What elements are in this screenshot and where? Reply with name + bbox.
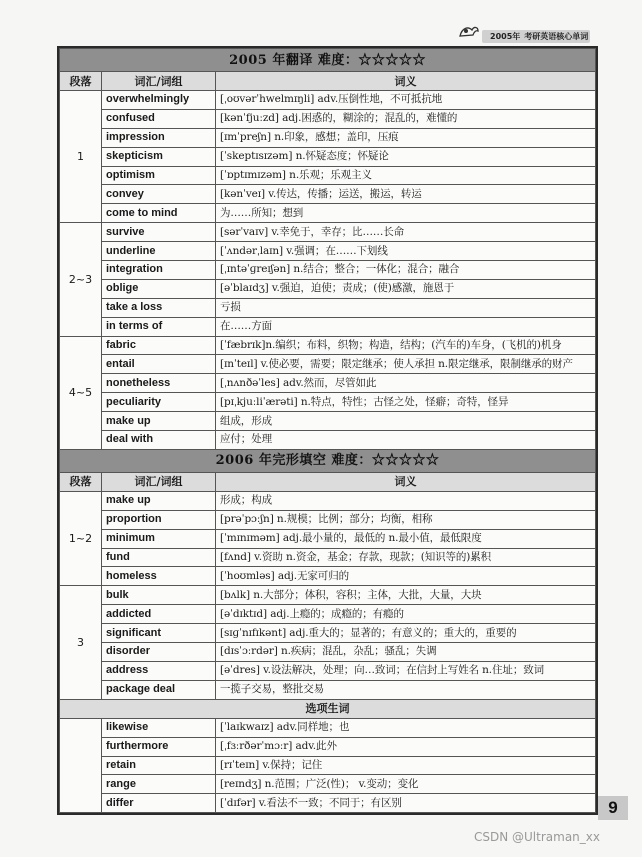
header-tab	[482, 30, 590, 43]
table-row	[60, 355, 596, 374]
paragraph-cell: 4~5	[60, 336, 102, 449]
word-cell: survive	[102, 223, 216, 242]
word-cell: range	[102, 775, 216, 794]
table-row	[60, 261, 596, 280]
table-row	[60, 185, 596, 204]
definition-cell: [ˌfɜːrðərˈmɔːr] adv.此外	[216, 737, 596, 756]
table-row	[60, 737, 596, 756]
definition-cell: [ˌɪntəˈɡreɪʃən] n.结合；整合；一体化；混合；融合	[216, 261, 596, 280]
table-row	[60, 166, 596, 185]
table-row	[60, 567, 596, 586]
section-title-2005	[60, 49, 596, 72]
definition-cell: 为……所知；想到	[216, 204, 596, 223]
paragraph-cell: 1~2	[60, 491, 102, 585]
definition-cell: [kənˈfjuːzd] adj.困惑的，糊涂的；混乱的，难懂的	[216, 109, 596, 128]
vocabulary-table	[59, 48, 596, 813]
table-row	[60, 317, 596, 336]
definition-cell: [ˈlaɪkwaɪz] adv.同样地；也	[216, 718, 596, 737]
word-cell: likewise	[102, 718, 216, 737]
table-row	[60, 548, 596, 567]
subheading-row	[60, 699, 596, 718]
table-row	[60, 412, 596, 431]
definition-cell: [kənˈveɪ] v.传达，传播；运送，搬运，转运	[216, 185, 596, 204]
watermark: CSDN @Ultraman_xx	[474, 830, 600, 844]
definition-cell: [reɪndʒ] n.范围；广泛(性)； v.变动；变化	[216, 775, 596, 794]
definition-cell: [əˈblaɪdʒ] v.强迫，迫使；责成；(使)感激，施恩于	[216, 279, 596, 298]
definition-cell: 组成，形成	[216, 412, 596, 431]
table-row	[60, 128, 596, 147]
definition-cell: [dɪsˈɔːrdər] n.疾病；混乱，杂乱；骚乱；失调	[216, 643, 596, 662]
definition-cell: [ˈfæbrɪk]n.编织；布料，织物；构造，结构；(汽车的)车身，(飞机的)机身	[216, 336, 596, 355]
table-row	[60, 510, 596, 529]
table-row	[60, 147, 596, 166]
table-row	[60, 491, 596, 510]
table-row	[60, 298, 596, 317]
table-row	[60, 718, 596, 737]
column-header-row	[60, 472, 596, 491]
word-cell: differ	[102, 794, 216, 813]
definition-cell: [ˈmɪnɪməm] adj.最小量的，最低的 n.最小值，最低限度	[216, 529, 596, 548]
table-row	[60, 643, 596, 662]
column-header-word: 词汇/词组	[102, 472, 216, 491]
word-cell: disorder	[102, 643, 216, 662]
page-number: 9	[598, 796, 628, 820]
word-cell: peculiarity	[102, 393, 216, 412]
word-cell: address	[102, 661, 216, 680]
definition-cell: 在……方面	[216, 317, 596, 336]
table-row	[60, 661, 596, 680]
column-header-meaning: 词义	[216, 472, 596, 491]
word-cell: nonetheless	[102, 374, 216, 393]
word-cell: homeless	[102, 567, 216, 586]
paragraph-cell-empty	[60, 718, 102, 812]
subheading-text: 选项生词	[60, 699, 596, 718]
definition-cell: [rɪˈteɪn] v.保持；记住	[216, 756, 596, 775]
word-cell: oblige	[102, 279, 216, 298]
word-cell: impression	[102, 128, 216, 147]
table-row	[60, 756, 596, 775]
word-cell: fund	[102, 548, 216, 567]
word-cell: retain	[102, 756, 216, 775]
column-header-row	[60, 72, 596, 91]
table-row	[60, 529, 596, 548]
word-cell: come to mind	[102, 204, 216, 223]
table-row	[60, 336, 596, 355]
word-cell: deal with	[102, 431, 216, 450]
book-logo-icon	[458, 22, 480, 40]
table-row	[60, 393, 596, 412]
word-cell: addicted	[102, 605, 216, 624]
definition-cell: [prəˈpɔːʃn] n.规模；比例；部分；均衡，相称	[216, 510, 596, 529]
table-row	[60, 91, 596, 110]
definition-cell: [ˌoʊvərˈhwelmɪŋli] adv.压倒性地，不可抵抗地	[216, 91, 596, 110]
word-cell: minimum	[102, 529, 216, 548]
word-cell: proportion	[102, 510, 216, 529]
definition-cell: 应付；处理	[216, 431, 596, 450]
table-row	[60, 794, 596, 813]
word-cell: integration	[102, 261, 216, 280]
table-row	[60, 605, 596, 624]
definition-cell: [ɪmˈpreʃn] n.印象，感想；盖印，压痕	[216, 128, 596, 147]
definition-cell: [sərˈvaɪv] v.幸免于，幸存；比……长命	[216, 223, 596, 242]
header-year: 2005年	[490, 32, 521, 41]
definition-cell: 一揽子交易，整批交易	[216, 680, 596, 699]
definition-cell: [ˈdɪfər] v.看法不一致；不同于；有区别	[216, 794, 596, 813]
definition-cell: [ˈskeptɪsɪzəm] n.怀疑态度；怀疑论	[216, 147, 596, 166]
word-cell: in terms of	[102, 317, 216, 336]
column-header-meaning: 词义	[216, 72, 596, 91]
definition-cell: [ɪnˈteɪl] v.使必要，需要；限定继承；使人承担 n.限定继承，限制继承的财产	[216, 355, 596, 374]
definition-cell: 形成；构成	[216, 491, 596, 510]
column-header-para: 段落	[60, 72, 102, 91]
paragraph-cell: 3	[60, 586, 102, 699]
table-row	[60, 680, 596, 699]
definition-cell: [ˌnʌnðəˈles] adv.然而，尽管如此	[216, 374, 596, 393]
table-row	[60, 242, 596, 261]
word-cell: package deal	[102, 680, 216, 699]
definition-cell: 亏损	[216, 298, 596, 317]
word-cell: take a loss	[102, 298, 216, 317]
table-row	[60, 624, 596, 643]
page-header	[458, 22, 588, 44]
definition-cell: [ˈʌndərˌlaɪn] v.强调；在……下划线	[216, 242, 596, 261]
table-row	[60, 374, 596, 393]
word-cell: bulk	[102, 586, 216, 605]
word-cell: skepticism	[102, 147, 216, 166]
table-row	[60, 204, 596, 223]
word-cell: convey	[102, 185, 216, 204]
column-header-word: 词汇/词组	[102, 72, 216, 91]
word-cell: underline	[102, 242, 216, 261]
definition-cell: [bʌlk] n.大部分；体积，容积；主体，大批，大量，大块	[216, 586, 596, 605]
word-cell: fabric	[102, 336, 216, 355]
paragraph-cell: 1	[60, 91, 102, 223]
word-cell: make up	[102, 412, 216, 431]
table-row	[60, 586, 596, 605]
definition-cell: [ˈɒptɪmɪzəm] n.乐观；乐观主义	[216, 166, 596, 185]
word-cell: overwhelmingly	[102, 91, 216, 110]
word-cell: optimism	[102, 166, 216, 185]
section-title-2006-text: 2006 年完形填空 难度：☆☆☆☆☆	[60, 449, 596, 472]
definition-cell: [fʌnd] v.资助 n.资金，基金；存款，现款；(知识等的)累积	[216, 548, 596, 567]
definition-cell: [əˈdres] v.设法解决，处理；向…致词；在信封上写姓名 n.住址；致词	[216, 661, 596, 680]
table-row	[60, 775, 596, 794]
table-row	[60, 431, 596, 450]
definition-cell: [pɪˌkjuːliˈærəti] n.特点，特性；古怪之处，怪癖；奇特，怪异	[216, 393, 596, 412]
section-title-2005-text: 2005 年翻译 难度：☆☆☆☆☆	[60, 49, 596, 72]
word-cell: confused	[102, 109, 216, 128]
vocabulary-sheet	[57, 46, 598, 815]
header-title: 考研英语核心单词	[524, 32, 589, 41]
table-row	[60, 279, 596, 298]
definition-cell: [sɪɡˈnɪfɪkənt] adj.重大的；显著的；有意义的；重大的，重要的	[216, 624, 596, 643]
section-title-2006	[60, 449, 596, 472]
definition-cell: [ˈhoʊmləs] adj.无家可归的	[216, 567, 596, 586]
word-cell: entail	[102, 355, 216, 374]
paragraph-cell: 2~3	[60, 223, 102, 336]
word-cell: make up	[102, 491, 216, 510]
definition-cell: [əˈdɪktɪd] adj.上瘾的；成瘾的；有瘾的	[216, 605, 596, 624]
column-header-para: 段落	[60, 472, 102, 491]
table-row	[60, 223, 596, 242]
word-cell: furthermore	[102, 737, 216, 756]
word-cell: significant	[102, 624, 216, 643]
table-row	[60, 109, 596, 128]
